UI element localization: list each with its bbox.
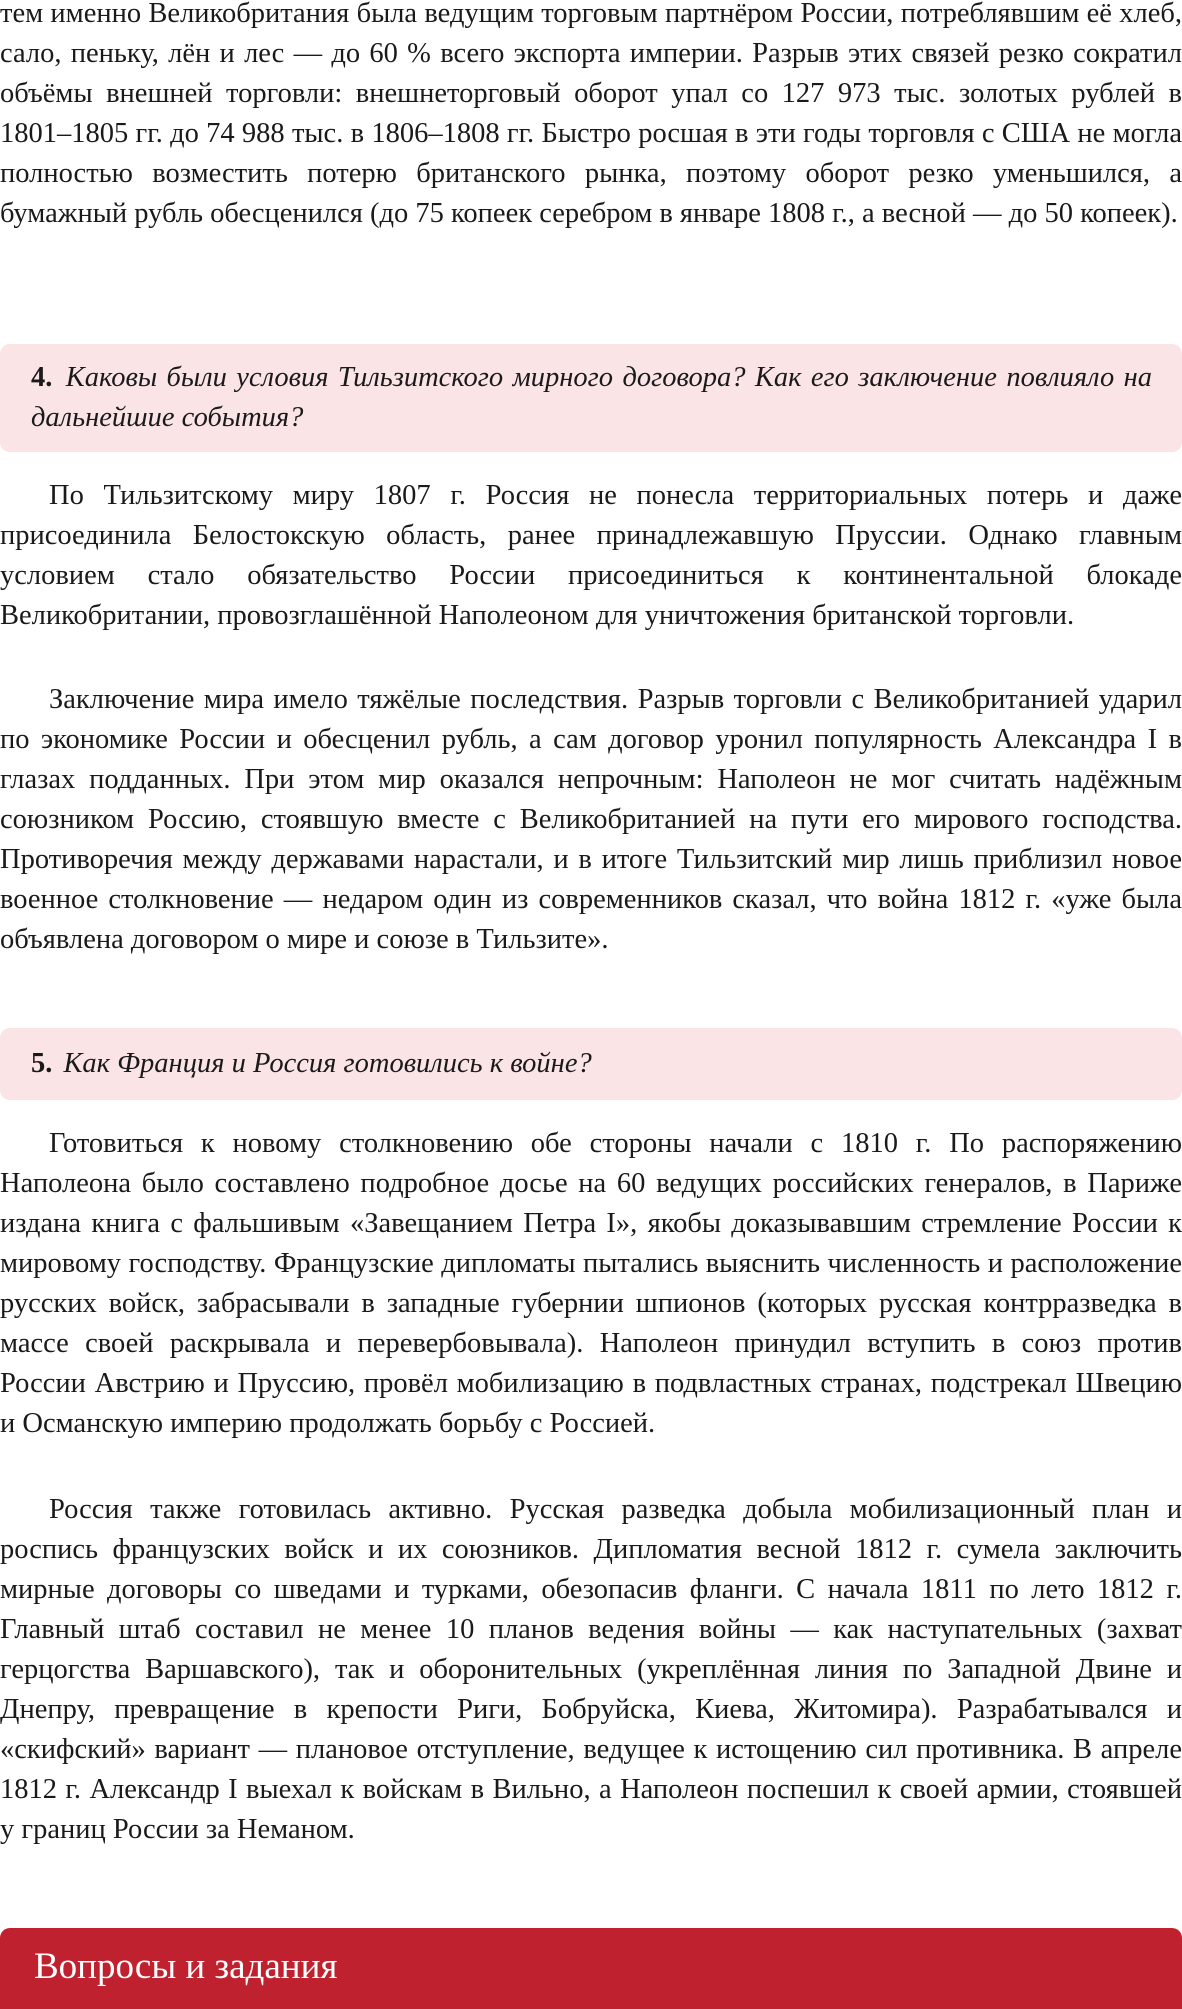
question-5-box	[0, 1028, 1182, 1100]
paragraph-tilsit-consequences: Заключение мира имело тяжёлые последствия. Разрыв торговли с Великобританией ударил по экономике России и обесценил рубль, а сам договор уронил популярность Александра I в глазах подданных. При этом мир оказался непрочным: Наполеон не мог считать надёжным союзником Россию, стоявшую вместе с Великобританией на пути его мирового господства. Противоречия между державами нарастали, и в итоге Тильзитский мир лишь приблизил новое военное столкновение — недаром один из современников сказал, что война 1812 г. «уже была объявлена договором о мире и союзе в Тильзите».	[0, 684, 1182, 955]
section-header-questions-and-tasks: Вопросы и задания	[0, 1928, 1182, 2009]
question-5-text: Как Франция и Россия готовились к войне?	[63, 1048, 592, 1079]
question-4-number: 4.	[31, 362, 53, 393]
paragraph-trade-decline: тем именно Великобритания была ведущим торговым партнёром России, потреблявшим её хлеб, сало, пеньку, лён и лес — до 60 % всего экспорта империи. Разрыв этих связей резко сократил объёмы внешней торговли: внешнеторговый оборот упал со 127 973 тыс. золотых рублей в 1801–1805 гг. до 74 988 тыс. в 1806–1808 гг. Быстро росшая в эти годы торговля с США не могла полностью возместить потерю британского рынка, поэтому оборот резко уменьшился, а бумажный рубль обесценился (до 75 копеек серебром в январе 1808 г., а весной — до 50 копеек).	[0, 0, 1182, 229]
question-5-number: 5.	[31, 1048, 53, 1079]
paragraph-tilsit-terms: По Тильзитскому миру 1807 г. Россия не понесла территориальных потерь и даже присоединила Белостокскую область, ранее принадлежавшую Пруссии. Однако главным условием стало обязательство России присоединиться к континентальной блокаде Великобритании, провозглашённой Наполеоном для уничтожения британской торговли.	[0, 480, 1182, 631]
paragraph-russia-preparations: Россия также готовилась активно. Русская разведка добыла мобилизационный план и роспись французских войск и их союзников. Дипломатия весной 1812 г. сумела заключить мирные договоры со шведами и турками, обезопасив фланги. С начала 1811 по лето 1812 г. Главный штаб составил не менее 10 планов ведения войны — как наступательных (захват герцогства Варшавского), так и оборонительных (укреплённая линия по Западной Двине и Днепру, превращение в крепости Риги, Бобруйска, Киева, Житомира). Разрабатывался и «скифский» вариант — плановое отступление, ведущее к истощению сил противника. В апреле 1812 г. Александр I выехал к войскам в Вильно, а Наполеон поспешил к своей армии, стоявшей у границ России за Неманом.	[0, 1494, 1182, 1845]
question-4-box	[0, 344, 1182, 452]
paragraph-napoleon-preparations: Готовиться к новому столкновению обе стороны начали с 1810 г. По распоряжению Наполеона было составлено подробное досье на 60 ведущих российских генералов, в Париже издана книга с фальшивым «Завещанием Петра I», якобы доказывавшим стремление России к мировому господству. Французские дипломаты пытались выяснить численность и расположение русских войск, забрасывали в западные губернии шпионов (которых русская контрразведка в массе своей раскрывала и перевербовывала). Наполеон принудил вступить в союз против России Австрию и Пруссию, провёл мобилизацию в подвластных странах, подстрекал Швецию и Османскую империю продолжать борьбу с Россией.	[0, 1128, 1182, 1439]
question-4-text: Каковы были условия Тильзитского мирного договора? Как его заключение повлияло на дальнейшие события?	[31, 362, 1153, 433]
